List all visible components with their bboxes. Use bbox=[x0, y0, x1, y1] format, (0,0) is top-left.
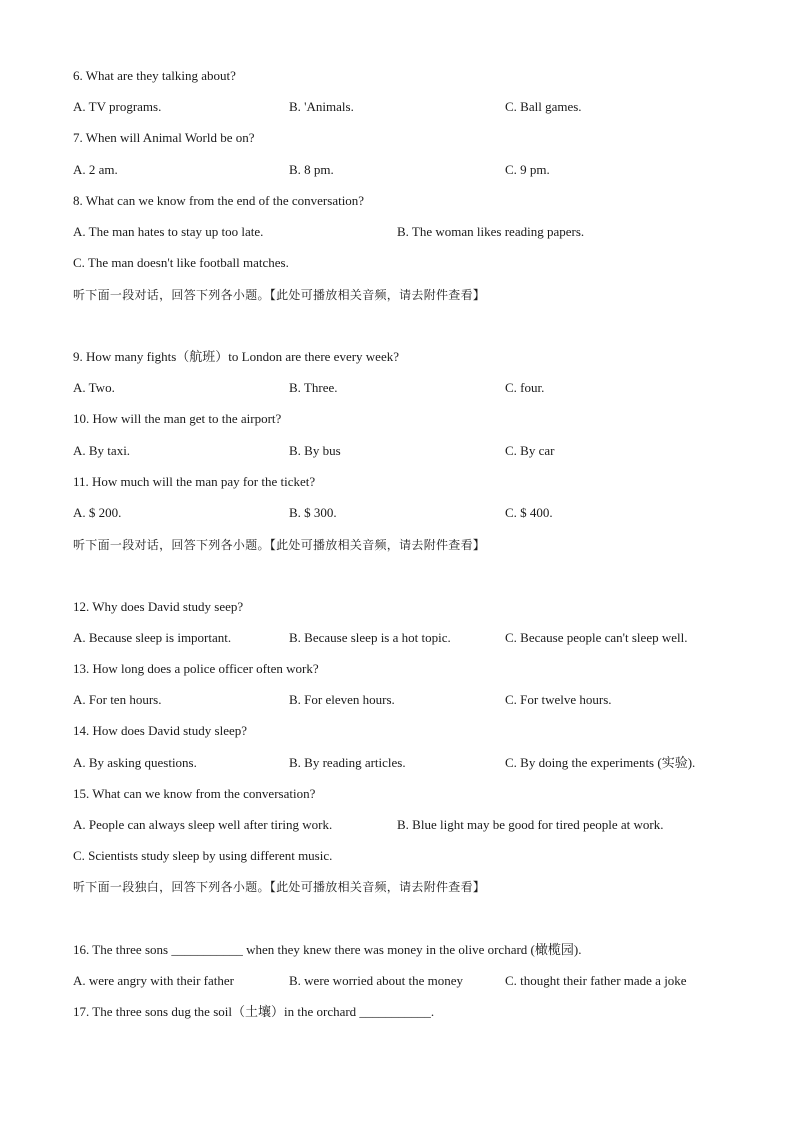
question-7-stem: 7. When will Animal World be on? bbox=[73, 130, 255, 145]
question-17-stem: 17. The three sons dug the soil（土壤）in the orchard ___________. bbox=[73, 1004, 435, 1019]
question-12-stem: 12. Why does David study seep? bbox=[73, 599, 244, 614]
question-6-option-b: B. 'Animals. bbox=[289, 99, 354, 114]
question-15-stem: 15. What can we know from the conversation? bbox=[73, 786, 316, 801]
question-15-option-c: C. Scientists study sleep by using different music. bbox=[73, 848, 333, 863]
question-11-option-a: A. $ 200. bbox=[73, 505, 122, 520]
question-11-stem: 11. How much will the man pay for the ticket? bbox=[73, 474, 316, 489]
question-7-option-c: C. 9 pm. bbox=[505, 162, 550, 177]
question-16-option-a: A. were angry with their father bbox=[73, 973, 234, 988]
question-9-option-c: C. four. bbox=[505, 380, 545, 395]
question-9-stem: 9. How many fights（航班）to London are there every week? bbox=[73, 349, 399, 364]
question-15-option-a: A. People can always sleep well after tiring work. bbox=[73, 817, 333, 832]
question-12-option-b: B. Because sleep is a hot topic. bbox=[289, 630, 451, 645]
question-13-option-c: C. For twelve hours. bbox=[505, 692, 612, 707]
question-8-option-b: B. The woman likes reading papers. bbox=[397, 224, 585, 239]
question-14-option-b: B. By reading articles. bbox=[289, 755, 406, 770]
question-6-option-c: C. Ball games. bbox=[505, 99, 582, 114]
question-11-option-b: B. $ 300. bbox=[289, 505, 337, 520]
question-12-option-c: C. Because people can't sleep well. bbox=[505, 630, 688, 645]
listening-instruction-3: 听下面一段独白，回答下列各小题。【此处可播放相关音频，请去附件查看】 bbox=[73, 880, 486, 894]
question-10-option-b: B. By bus bbox=[289, 443, 341, 458]
question-14-stem: 14. How does David study sleep? bbox=[73, 723, 248, 738]
question-6-option-a: A. TV programs. bbox=[73, 99, 162, 114]
question-9-option-b: B. Three. bbox=[289, 380, 338, 395]
question-14-option-a: A. By asking questions. bbox=[73, 755, 197, 770]
question-10-option-a: A. By taxi. bbox=[73, 443, 131, 458]
question-8-stem: 8. What can we know from the end of the conversation? bbox=[73, 193, 365, 208]
question-12-option-a: A. Because sleep is important. bbox=[73, 630, 232, 645]
question-16-stem: 16. The three sons ___________ when they knew there was money in the olive orchard (橄榄园). bbox=[73, 942, 582, 957]
question-16-option-b: B. were worried about the money bbox=[289, 973, 464, 988]
question-10-option-c: C. By car bbox=[505, 443, 555, 458]
question-10-stem: 10. How will the man get to the airport? bbox=[73, 411, 282, 426]
question-13-stem: 13. How long does a police officer often work? bbox=[73, 661, 319, 676]
question-6-stem: 6. What are they talking about? bbox=[73, 68, 236, 83]
question-7-option-a: A. 2 am. bbox=[73, 162, 118, 177]
listening-instruction-2: 听下面一段对话，回答下列各小题。【此处可播放相关音频，请去附件查看】 bbox=[73, 538, 486, 552]
question-7-option-b: B. 8 pm. bbox=[289, 162, 334, 177]
question-8-option-c: C. The man doesn't like football matches. bbox=[73, 255, 289, 270]
question-8-option-a: A. The man hates to stay up too late. bbox=[73, 224, 264, 239]
question-11-option-c: C. $ 400. bbox=[505, 505, 553, 520]
question-15-option-b: B. Blue light may be good for tired people at work. bbox=[397, 817, 664, 832]
question-16-option-c: C. thought their father made a joke bbox=[505, 973, 687, 988]
question-14-option-c: C. By doing the experiments (实验). bbox=[505, 755, 696, 770]
question-13-option-b: B. For eleven hours. bbox=[289, 692, 395, 707]
listening-instruction-1: 听下面一段对话，回答下列各小题。【此处可播放相关音频，请去附件查看】 bbox=[73, 288, 486, 302]
question-9-option-a: A. Two. bbox=[73, 380, 115, 395]
question-13-option-a: A. For ten hours. bbox=[73, 692, 162, 707]
